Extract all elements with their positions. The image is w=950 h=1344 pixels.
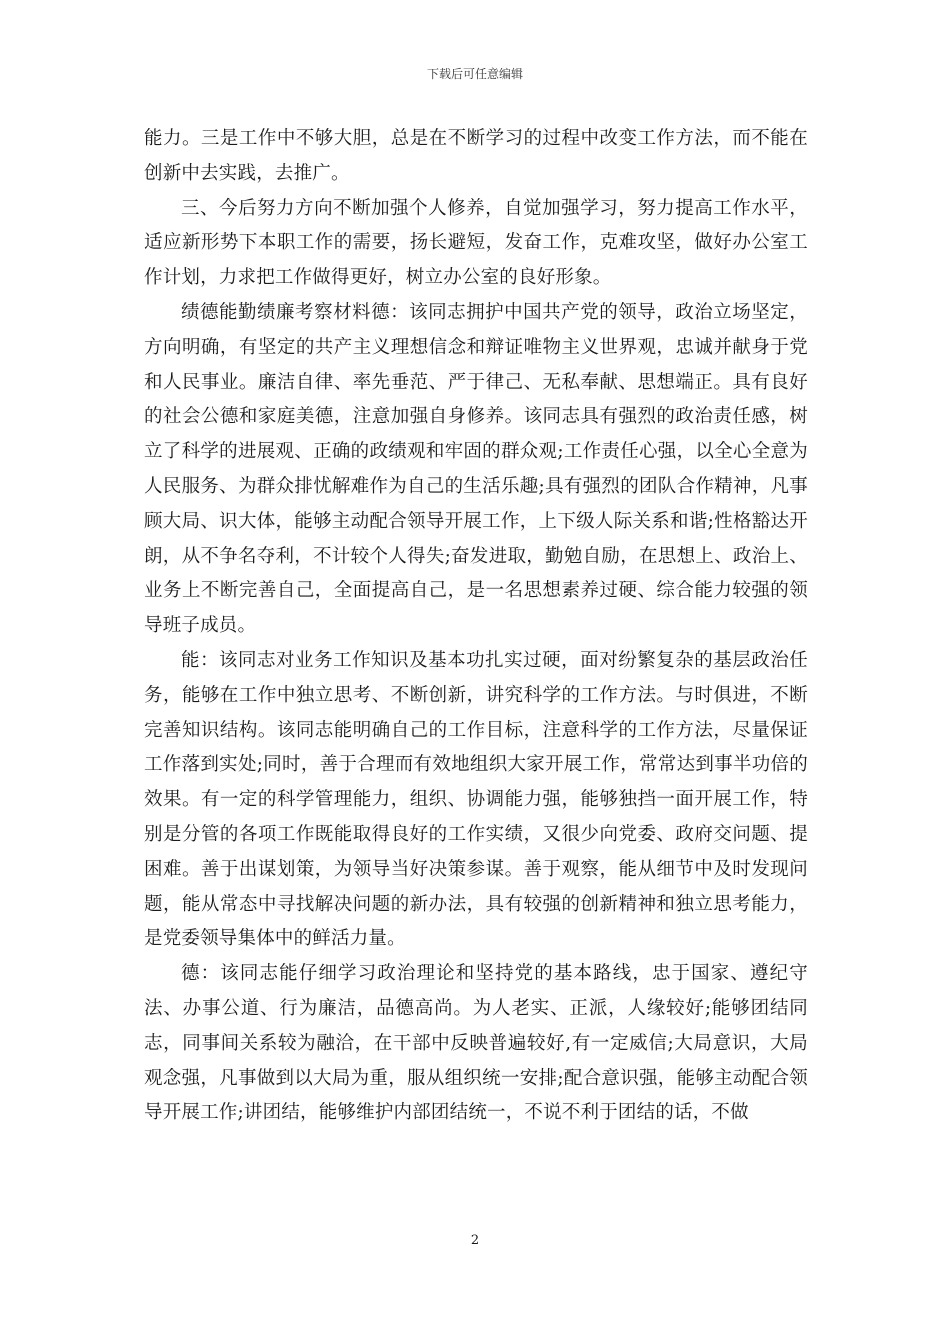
paragraph-5: 德：该同志能仔细学习政治理论和坚持党的基本路线，忠于国家、遵纪守法、办事公道、行为廉洁，品德高尚。为人老实、正派，人缘较好;能够团结同志，同事间关系较为融洽，在干部中反映普遍较好,有一定威信;大局意识，大局观念强，凡事做到以大局为重，服从组织统一安排;配合意识强，能够主动配合领导开展工作;讲团结，能够维护内部团结统一，不说不利于团结的话，不做 bbox=[144, 963, 808, 1124]
page-header: 下载后可任意编辑 bbox=[426, 67, 523, 81]
paragraph-2: 三、今后努力方向不断加强个人修养，自觉加强学习，努力提高工作水平，适应新形势下本职工作的需要，扬长避短，发奋工作，克难攻坚，做好办公室工作计划，力求把工作做得更好，树立办公室的良好形象。 bbox=[144, 197, 808, 289]
document-body bbox=[144, 122, 808, 1131]
paragraph-4: 能：该同志对业务工作知识及基本功扎实过硬，面对纷繁复杂的基层政治任务，能够在工作中独立思考、不断创新，讲究科学的工作方法。与时俱进，不断完善知识结构。该同志能明确自己的工作目标，注意科学的工作方法，尽量保证工作落到实处;同时，善于合理而有效地组织大家开展工作，常常达到事半功倍的效果。有一定的科学管理能力，组织、协调能力强，能够独挡一面开展工作，特别是分管的各项工作既能取得良好的工作实绩，又很少向党委、政府交问题、提困难。善于出谋划策，为领导当好决策参谋。善于观察，能从细节中及时发现问题，能从常态中寻找解决问题的新办法，具有较强的创新精神和独立思考能力，是党委领导集体中的鲜活力量。 bbox=[144, 649, 808, 950]
page-number: 2 bbox=[470, 1233, 480, 1248]
paragraph-1: 能力。三是工作中不够大胆，总是在不断学习的过程中改变工作方法，而不能在创新中去实践，去推广。 bbox=[144, 128, 808, 184]
paragraph-3: 绩德能勤绩廉考察材料德：该同志拥护中国共产党的领导，政治立场坚定，方向明确，有坚定的共产主义理想信念和辩证唯物主义世界观，忠诚并献身于党和人民事业。廉洁自律、率先垂范、严于律己、无私奉献、思想端正。具有良好的社会公德和家庭美德，注意加强自身修养。该同志具有强烈的政治责任感，树立了科学的进展观、正确的政绩观和牢固的群众观;工作责任心强，以全心全意为人民服务、为群众排忧解难作为自己的生活乐趣;具有强烈的团队合作精神，凡事顾大局、识大体，能够主动配合领导开展工作，上下级人际关系和谐;性格豁达开朗，从不争名夺利，不计较个人得失;奋发进取，勤勉自励，在思想上、政治上、业务上不断完善自己，全面提高自己，是一名思想素养过硬、综合能力较强的领导班子成员。 bbox=[144, 301, 808, 637]
